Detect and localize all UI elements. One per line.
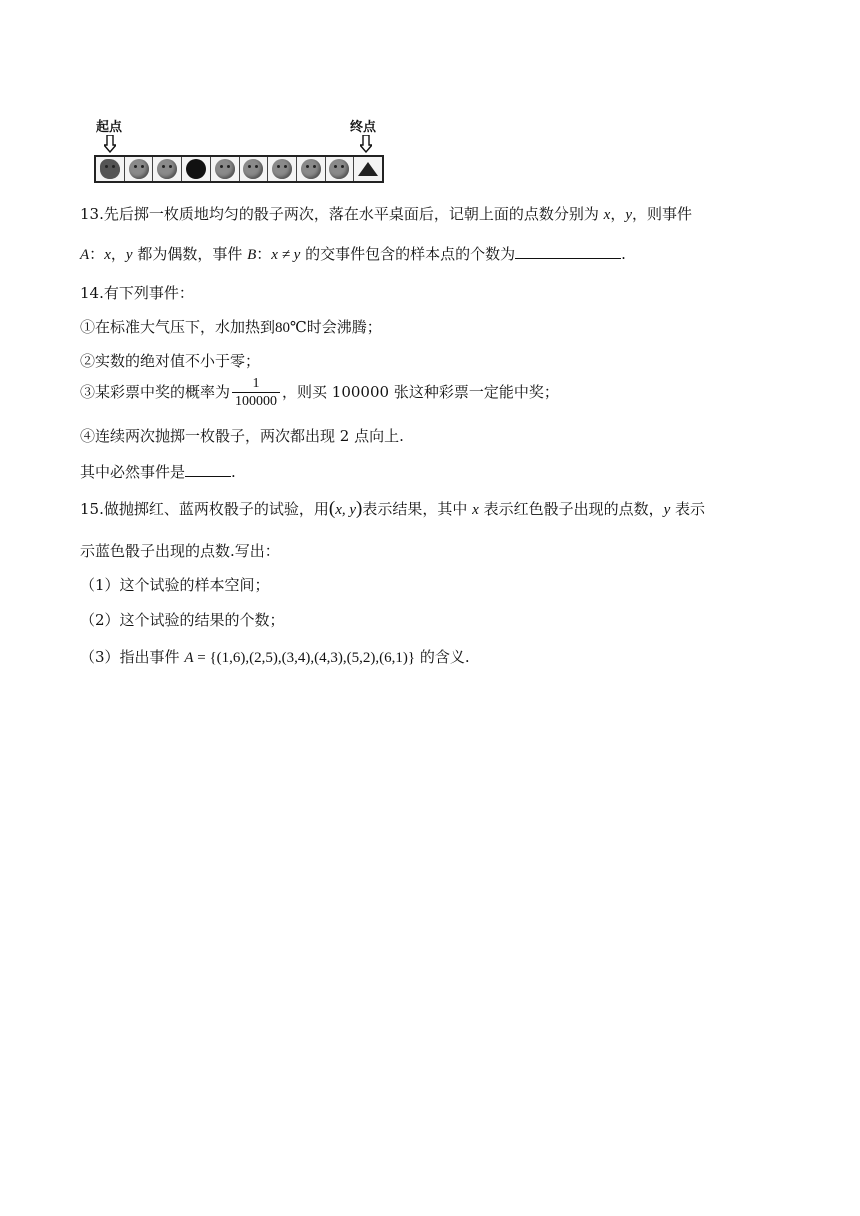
board-cell	[297, 157, 326, 181]
pair-xy: x, y	[335, 502, 357, 518]
q15-line2: 示蓝色骰子出现的点数.写出：	[80, 542, 280, 560]
q14-text: ①在标准大气压下，水加热到	[80, 318, 276, 336]
board-cell	[153, 157, 182, 181]
board-cell	[240, 157, 269, 181]
probability-fraction	[232, 376, 280, 410]
q15-part-1: （1）这个试验的样本空间；	[80, 576, 270, 594]
fraction-numerator: 1	[252, 376, 260, 391]
q15-text: 表示	[670, 500, 706, 518]
q13-text: ，则事件	[632, 205, 693, 223]
q15-text: 表示红色骰子出现的点数，	[478, 500, 664, 518]
q14-event-3	[80, 376, 559, 410]
fraction-denominator: 100000	[232, 392, 280, 410]
q13-text: ：	[256, 245, 272, 263]
var-y: y	[625, 207, 632, 223]
q15-text: 的含义.	[415, 648, 470, 666]
q13-line2	[80, 243, 626, 264]
q15-text: （3）指出事件	[80, 648, 185, 666]
bomb-icon	[186, 159, 206, 179]
board-cell	[354, 157, 382, 181]
smiley-face-icon	[157, 159, 177, 179]
board-cell	[125, 157, 154, 181]
board-cell	[326, 157, 355, 181]
temperature: 80℃	[275, 320, 307, 336]
q13-text: 的交事件包含的样本点的个数为	[300, 245, 516, 263]
q13-sep: ，	[110, 245, 126, 263]
var-y: y	[125, 247, 133, 263]
inequality: x ≠ y	[271, 247, 301, 263]
board-cell	[211, 157, 240, 181]
q14-title: 14.有下列事件：	[80, 284, 194, 302]
triangle-icon	[358, 162, 378, 176]
start-arrow-icon	[104, 135, 116, 153]
q13-sep: ，	[610, 205, 626, 223]
q14-text: 其中必然事件是	[80, 463, 186, 481]
smiley-face-icon	[129, 159, 149, 179]
animal-face-icon	[100, 159, 120, 179]
var-x: x	[104, 247, 111, 263]
q14-event-4: ④连续两次抛掷一枚骰子，两次都出现 2 点向上.	[80, 427, 404, 445]
var-x: x	[603, 207, 611, 223]
board-cell	[182, 157, 211, 181]
smiley-face-icon	[301, 159, 321, 179]
q14-event-1	[80, 316, 382, 337]
smiley-face-icon	[272, 159, 292, 179]
q14-end: .	[231, 463, 236, 481]
board-cell	[268, 157, 297, 181]
q15-text: 15.做抛掷红、蓝两枚骰子的试验，用	[80, 500, 329, 518]
event-a: A	[80, 247, 90, 263]
board-figure	[94, 116, 394, 186]
var-y: y	[663, 502, 671, 518]
var-x: x	[472, 502, 479, 518]
q14-answer	[80, 461, 236, 482]
answer-blank	[185, 462, 231, 477]
smiley-face-icon	[215, 159, 235, 179]
event-b: B	[247, 247, 257, 263]
q13-text: ：	[89, 245, 105, 263]
board-cell	[96, 157, 125, 181]
q15-line1: 15.做抛掷红、蓝两枚骰子的试验，用(x, y)表示结果，其中 x 表示红色骰子出现的点数，y 表示	[80, 498, 706, 519]
end-arrow-icon	[360, 135, 372, 153]
smiley-face-icon	[243, 159, 263, 179]
event-set: = {(1,6),(2,5),(3,4),(4,3),(5,2),(6,1)}	[193, 650, 416, 666]
start-label: 起点	[96, 120, 123, 135]
q15-part-2: （2）这个试验的结果的个数；	[80, 611, 285, 629]
q14-text: ③某彩票中奖的概率为	[80, 383, 231, 401]
answer-blank	[515, 244, 621, 259]
board-cells	[94, 155, 384, 183]
q14-text: ，则买 100000 张这种彩票一定能中奖；	[282, 383, 559, 401]
q15-text: 表示结果，其中	[362, 500, 473, 518]
q13-end: .	[621, 245, 626, 263]
end-label: 终点	[350, 120, 377, 135]
q14-event-2: ②实数的绝对值不小于零；	[80, 352, 261, 370]
q13-text: 13.先后掷一枚质地均匀的骰子两次，落在水平桌面后，记朝上面的点数分别为	[80, 205, 604, 223]
smiley-face-icon	[329, 159, 349, 179]
q14-text: 时会沸腾；	[306, 318, 382, 336]
q13-text: 都为偶数，事件	[132, 245, 248, 263]
q15-part-3	[80, 646, 470, 667]
event-a: A	[184, 650, 194, 666]
q13-line1	[80, 203, 692, 224]
